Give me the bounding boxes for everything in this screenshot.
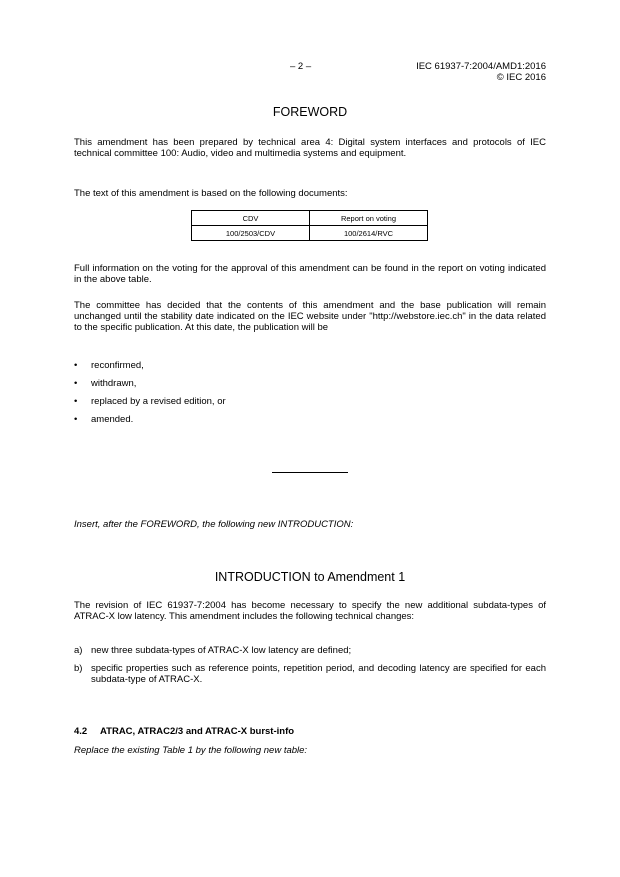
item-label: a) <box>74 645 83 656</box>
list-item: • withdrawn, <box>74 378 137 389</box>
introduction-paragraph: The revision of IEC 61937-7:2004 has become necessary to specify the new additional subdata-types of ATRAC-X low latency. This amendment includes the following technical changes: <box>74 600 546 622</box>
change-item-b <box>74 663 546 685</box>
list-item: • amended. <box>74 414 134 425</box>
item-text: specific properties such as reference points, repetition period, and decoding latency are specified for each subdata-type of ATRAC-X. <box>91 663 546 685</box>
table-cell: 100/2614/RVC <box>310 226 428 241</box>
clause-heading <box>74 726 294 737</box>
page-header <box>416 61 546 83</box>
table-cell: 100/2503/CDV <box>192 226 310 241</box>
item-text: new three subdata-types of ATRAC-X low latency are defined; <box>91 645 352 656</box>
insert-instruction: Insert, after the FOREWORD, the following new INTRODUCTION: <box>74 519 354 530</box>
foreword-title: FOREWORD <box>272 105 348 119</box>
bullet-icon: • <box>74 360 78 371</box>
voting-documents-table <box>191 210 428 241</box>
publication-options-list <box>74 360 226 432</box>
introduction-title: INTRODUCTION to Amendment 1 <box>214 570 406 584</box>
change-item-a <box>74 645 546 656</box>
page-number: – 2 – <box>290 61 312 72</box>
clause-number: 4.2 <box>74 726 88 737</box>
bullet-icon: • <box>74 378 78 389</box>
section-divider <box>272 472 348 473</box>
table-header-cell: CDV <box>192 211 310 226</box>
replace-instruction: Replace the existing Table 1 by the following new table: <box>74 745 308 756</box>
clause-title: ATRAC, ATRAC2/3 and ATRAC-X burst-info <box>100 726 295 737</box>
table-row <box>192 226 428 241</box>
list-item: • replaced by a revised edition, or <box>74 396 226 407</box>
foreword-paragraph-1: This amendment has been prepared by technical area 4: Digital system interfaces and protocols of IEC technical committee 100: Audio, video and multimedia systems and equipment. <box>74 137 546 159</box>
bullet-icon: • <box>74 396 78 407</box>
foreword-paragraph-3: Full information on the voting for the approval of this amendment can be found in the report on voting indicated in the above table. <box>74 263 546 285</box>
table-header-cell: Report on voting <box>310 211 428 226</box>
document-id: IEC 61937-7:2004/AMD1:2016 <box>416 61 546 72</box>
item-label: b) <box>74 663 83 674</box>
bullet-icon: • <box>74 414 78 425</box>
copyright-notice: © IEC 2016 <box>496 72 546 83</box>
foreword-paragraph-2: The text of this amendment is based on the following documents: <box>74 188 348 199</box>
foreword-paragraph-4: The committee has decided that the contents of this amendment and the base publication will remain unchanged until the stability date indicated on the IEC website under "http://webstore.iec.ch" in the data related to the specific publication. At this date, the publication will be <box>74 300 546 333</box>
table-header-row <box>192 211 428 226</box>
list-item: • reconfirmed, <box>74 360 144 371</box>
